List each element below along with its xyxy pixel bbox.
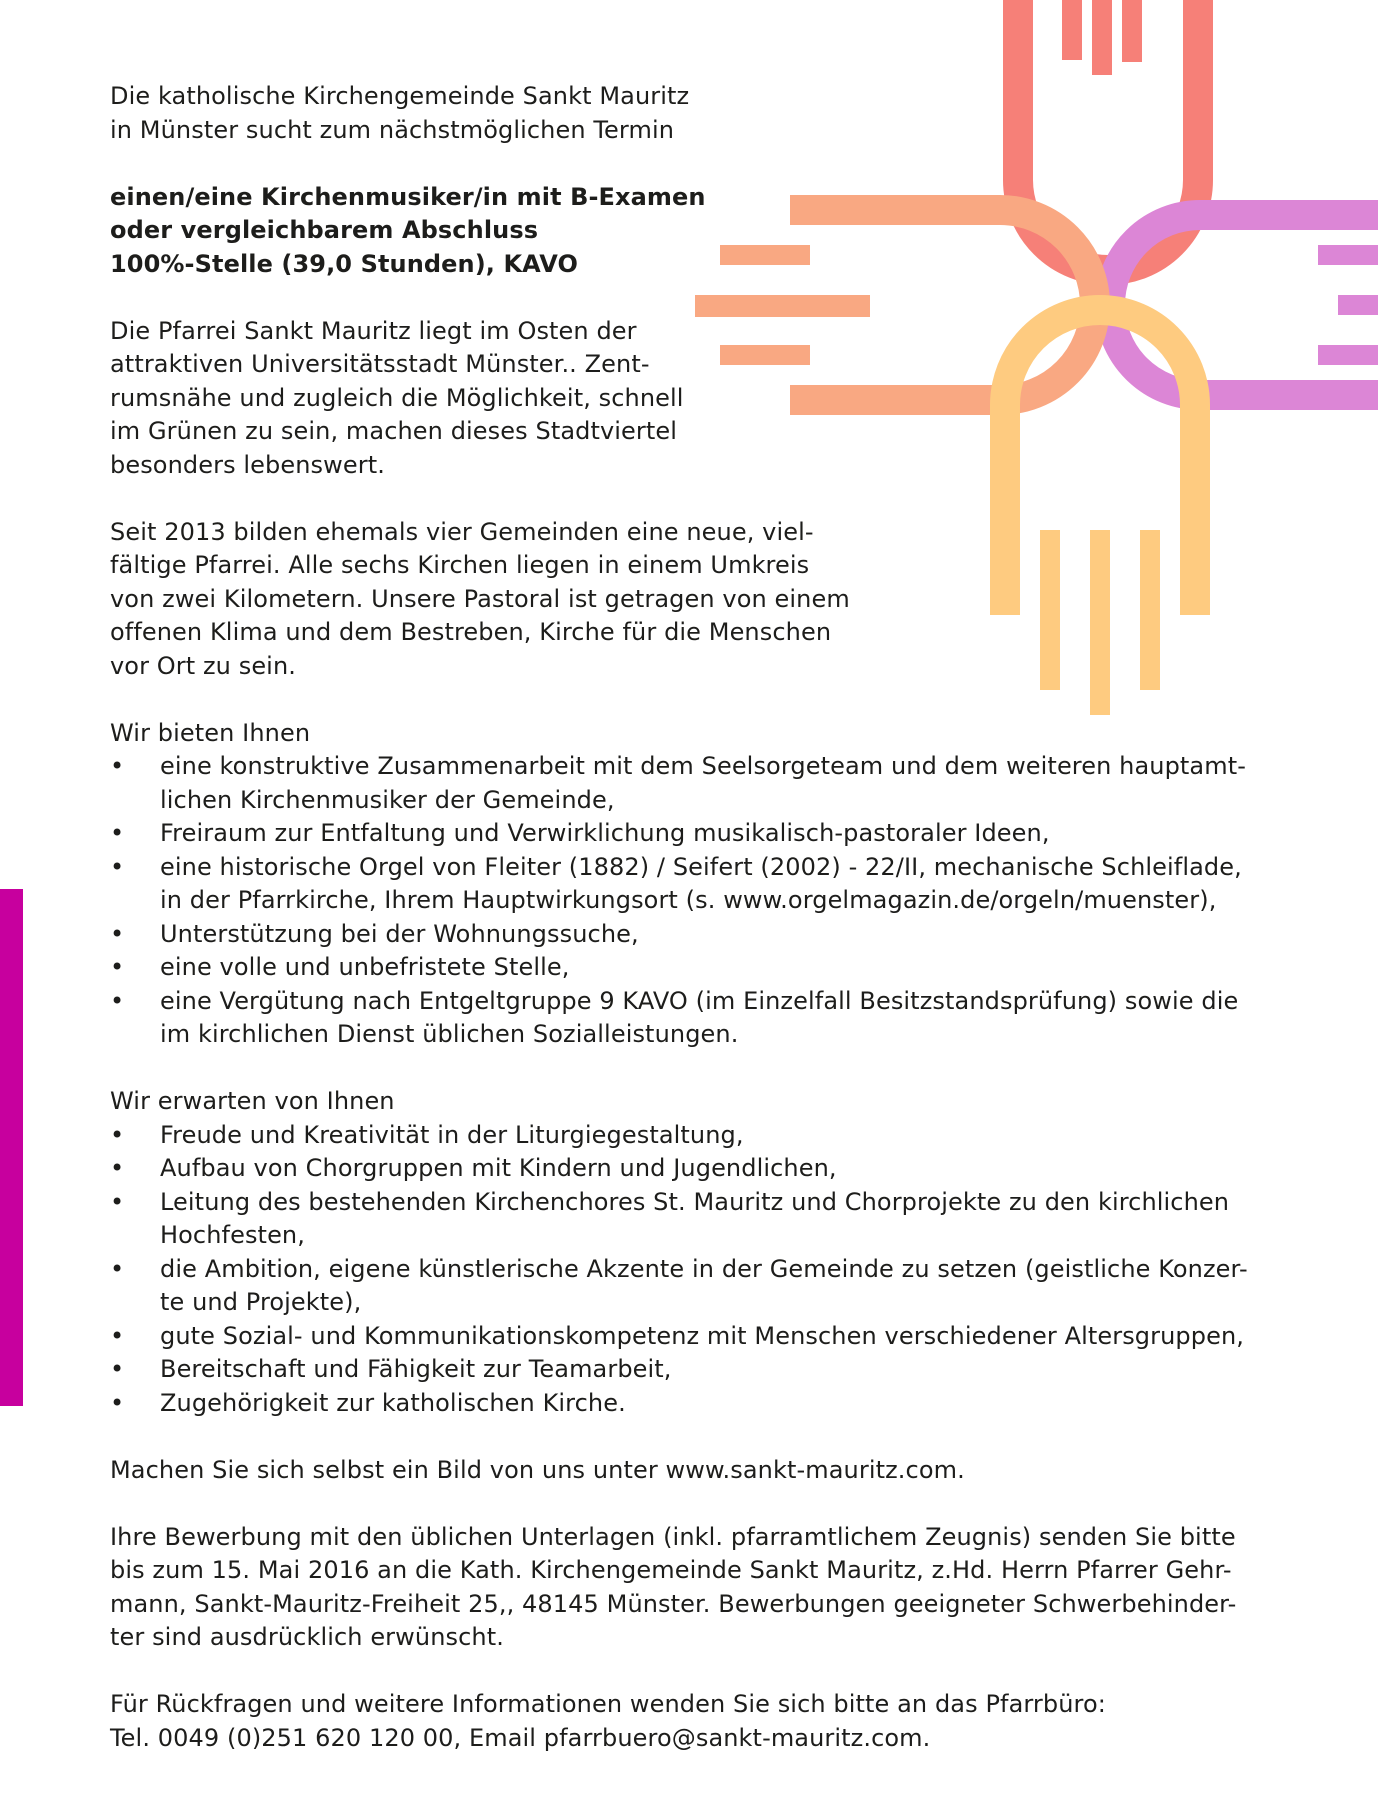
list-item: [110, 750, 1280, 817]
position-line: oder vergleichbarem Abschluss: [110, 216, 539, 244]
community-paragraph: [110, 516, 880, 684]
bullet: •: [110, 752, 125, 780]
item-text: Hochfesten,: [160, 1221, 305, 1249]
bullet: •: [110, 1120, 125, 1149]
list-item: [110, 1353, 1280, 1387]
parish-paragraph: [110, 315, 750, 483]
intro-paragraph: [110, 80, 760, 147]
bullet: •: [110, 953, 125, 981]
item-text: die Ambition, eigene künstlerische Akzente in der Gemeinde zu setzen (geistliche Konzer-: [160, 1254, 1248, 1283]
list-item: [110, 1152, 1280, 1186]
item-text: Unterstützung bei der Wohnungssuche,: [160, 919, 639, 948]
item-text: Zugehörigkeit zur katholischen Kirche.: [160, 1388, 626, 1417]
item-text: eine volle und unbefristete Stelle,: [160, 953, 570, 981]
contact-paragraph: [110, 1688, 1280, 1755]
bullet: •: [110, 1388, 125, 1417]
parish-line: im Grünen zu sein, machen dieses Stadtviertel: [110, 417, 678, 445]
item-text: Leitung des bestehenden Kirchenchores St. Mauritz und Chorprojekte zu den kirchlichen: [160, 1187, 1230, 1216]
application-paragraph: [110, 1521, 1280, 1655]
item-text: Bereitschaft und Fähigkeit zur Teamarbeit,: [160, 1355, 672, 1383]
expect-heading: Wir erwarten von Ihnen: [110, 1087, 395, 1115]
bullet: •: [110, 852, 125, 881]
bullet: •: [110, 1187, 125, 1216]
bullet: •: [110, 1254, 125, 1283]
job-advertisement: [110, 80, 1280, 1789]
expect-list: [110, 1119, 1280, 1421]
list-item: [110, 1253, 1280, 1320]
bullet: •: [110, 819, 125, 847]
item-text: eine historische Orgel von Fleiter (1882) / Seifert (2002) - 22/II, mechanische Schleiflade,: [160, 852, 1242, 881]
item-text: eine Vergütung nach Entgeltgruppe 9 KAVO (im Einzelfall Besitzstandsprüfung) sowie die: [160, 986, 1239, 1015]
bullet: •: [110, 1355, 125, 1383]
contact-line: Für Rückfragen und weitere Informationen wenden Sie sich bitte an das Pfarrbüro:: [110, 1690, 1106, 1718]
community-line: offenen Klima und dem Bestreben, Kirche für die Menschen: [110, 618, 832, 646]
community-line: fältige Pfarrei. Alle sechs Kirchen liegen in einem Umkreis: [110, 551, 810, 579]
parish-line: Die Pfarrei Sankt Mauritz liegt im Osten der: [110, 316, 637, 345]
item-text: eine konstruktive Zusammenarbeit mit dem Seelsorgeteam und dem weiteren hauptamt-: [160, 752, 1246, 780]
item-text: Freiraum zur Entfaltung und Verwirklichung musikalisch-pastoraler Ideen,: [160, 819, 1050, 847]
offer-heading: Wir bieten Ihnen: [110, 718, 311, 747]
application-line: bis zum 15. Mai 2016 an die Kath. Kirchengemeinde Sankt Mauritz, z.Hd. Herrn Pfarrer Gehr-: [110, 1556, 1232, 1584]
community-line: vor Ort zu sein.: [110, 651, 296, 680]
bullet: •: [110, 919, 125, 948]
item-text: in der Pfarrkirche, Ihrem Hauptwirkungsort (s. www.orgelmagazin.de/orgeln/muenster),: [160, 886, 1217, 914]
list-item: [110, 817, 1280, 851]
item-text: Freude und Kreativität in der Liturgiegestaltung,: [160, 1120, 744, 1149]
offer-list: [110, 750, 1280, 1052]
position-line: 100%-Stelle (39,0 Stunden), KAVO: [110, 249, 578, 278]
item-text: gute Sozial- und Kommunikationskompetenz mit Menschen verschiedener Altersgruppen,: [160, 1321, 1244, 1350]
item-text: lichen Kirchenmusiker der Gemeinde,: [160, 785, 615, 814]
contact-line: Tel. 0049 (0)251 620 120 00, Email pfarrbuero@sankt-mauritz.com.: [110, 1723, 931, 1752]
list-item: [110, 951, 1280, 985]
community-line: von zwei Kilometern. Unsere Pastoral ist getragen von einem: [110, 584, 850, 613]
application-line: ter sind ausdrücklich erwünscht.: [110, 1623, 504, 1651]
position-line: einen/eine Kirchenmusiker/in mit B-Examen: [110, 182, 706, 211]
application-line: Ihre Bewerbung mit den üblichen Unterlagen (inkl. pfarramtlichem Zeugnis) senden Sie bitte: [110, 1522, 1236, 1551]
intro-line: Die katholische Kirchengemeinde Sankt Mauritz: [110, 82, 690, 110]
list-item: [110, 985, 1280, 1052]
parish-line: rumsnähe und zugleich die Möglichkeit, schnell: [110, 383, 684, 412]
intro-line: in Münster sucht zum nächstmöglichen Termin: [110, 115, 675, 144]
bullet: •: [110, 1154, 125, 1182]
parish-line: attraktiven Universitätsstadt Münster.. Zent-: [110, 350, 650, 378]
list-item: [110, 1186, 1280, 1253]
bullet: •: [110, 986, 125, 1015]
item-text: Aufbau von Chorgruppen mit Kindern und Jugendlichen,: [160, 1154, 837, 1182]
bullet: •: [110, 1321, 125, 1350]
application-line: mann, Sankt-Mauritz-Freiheit 25,, 48145 Münster. Bewerbungen geeigneter Schwerbehinder-: [110, 1589, 1237, 1618]
community-line: Seit 2013 bilden ehemals vier Gemeinden eine neue, viel-: [110, 517, 814, 546]
list-item: [110, 851, 1280, 918]
accent-bar: [0, 889, 23, 1406]
list-item: [110, 918, 1280, 952]
list-item: [110, 1387, 1280, 1421]
website-paragraph: Machen Sie sich selbst ein Bild von uns unter www.sankt-mauritz.com.: [110, 1455, 965, 1484]
list-item: [110, 1119, 1280, 1153]
parish-line: besonders lebenswert.: [110, 450, 385, 479]
item-text: im kirchlichen Dienst üblichen Sozialleistungen.: [160, 1020, 739, 1048]
item-text: te und Projekte),: [160, 1288, 362, 1316]
list-item: [110, 1320, 1280, 1354]
position-title: [110, 181, 1280, 282]
